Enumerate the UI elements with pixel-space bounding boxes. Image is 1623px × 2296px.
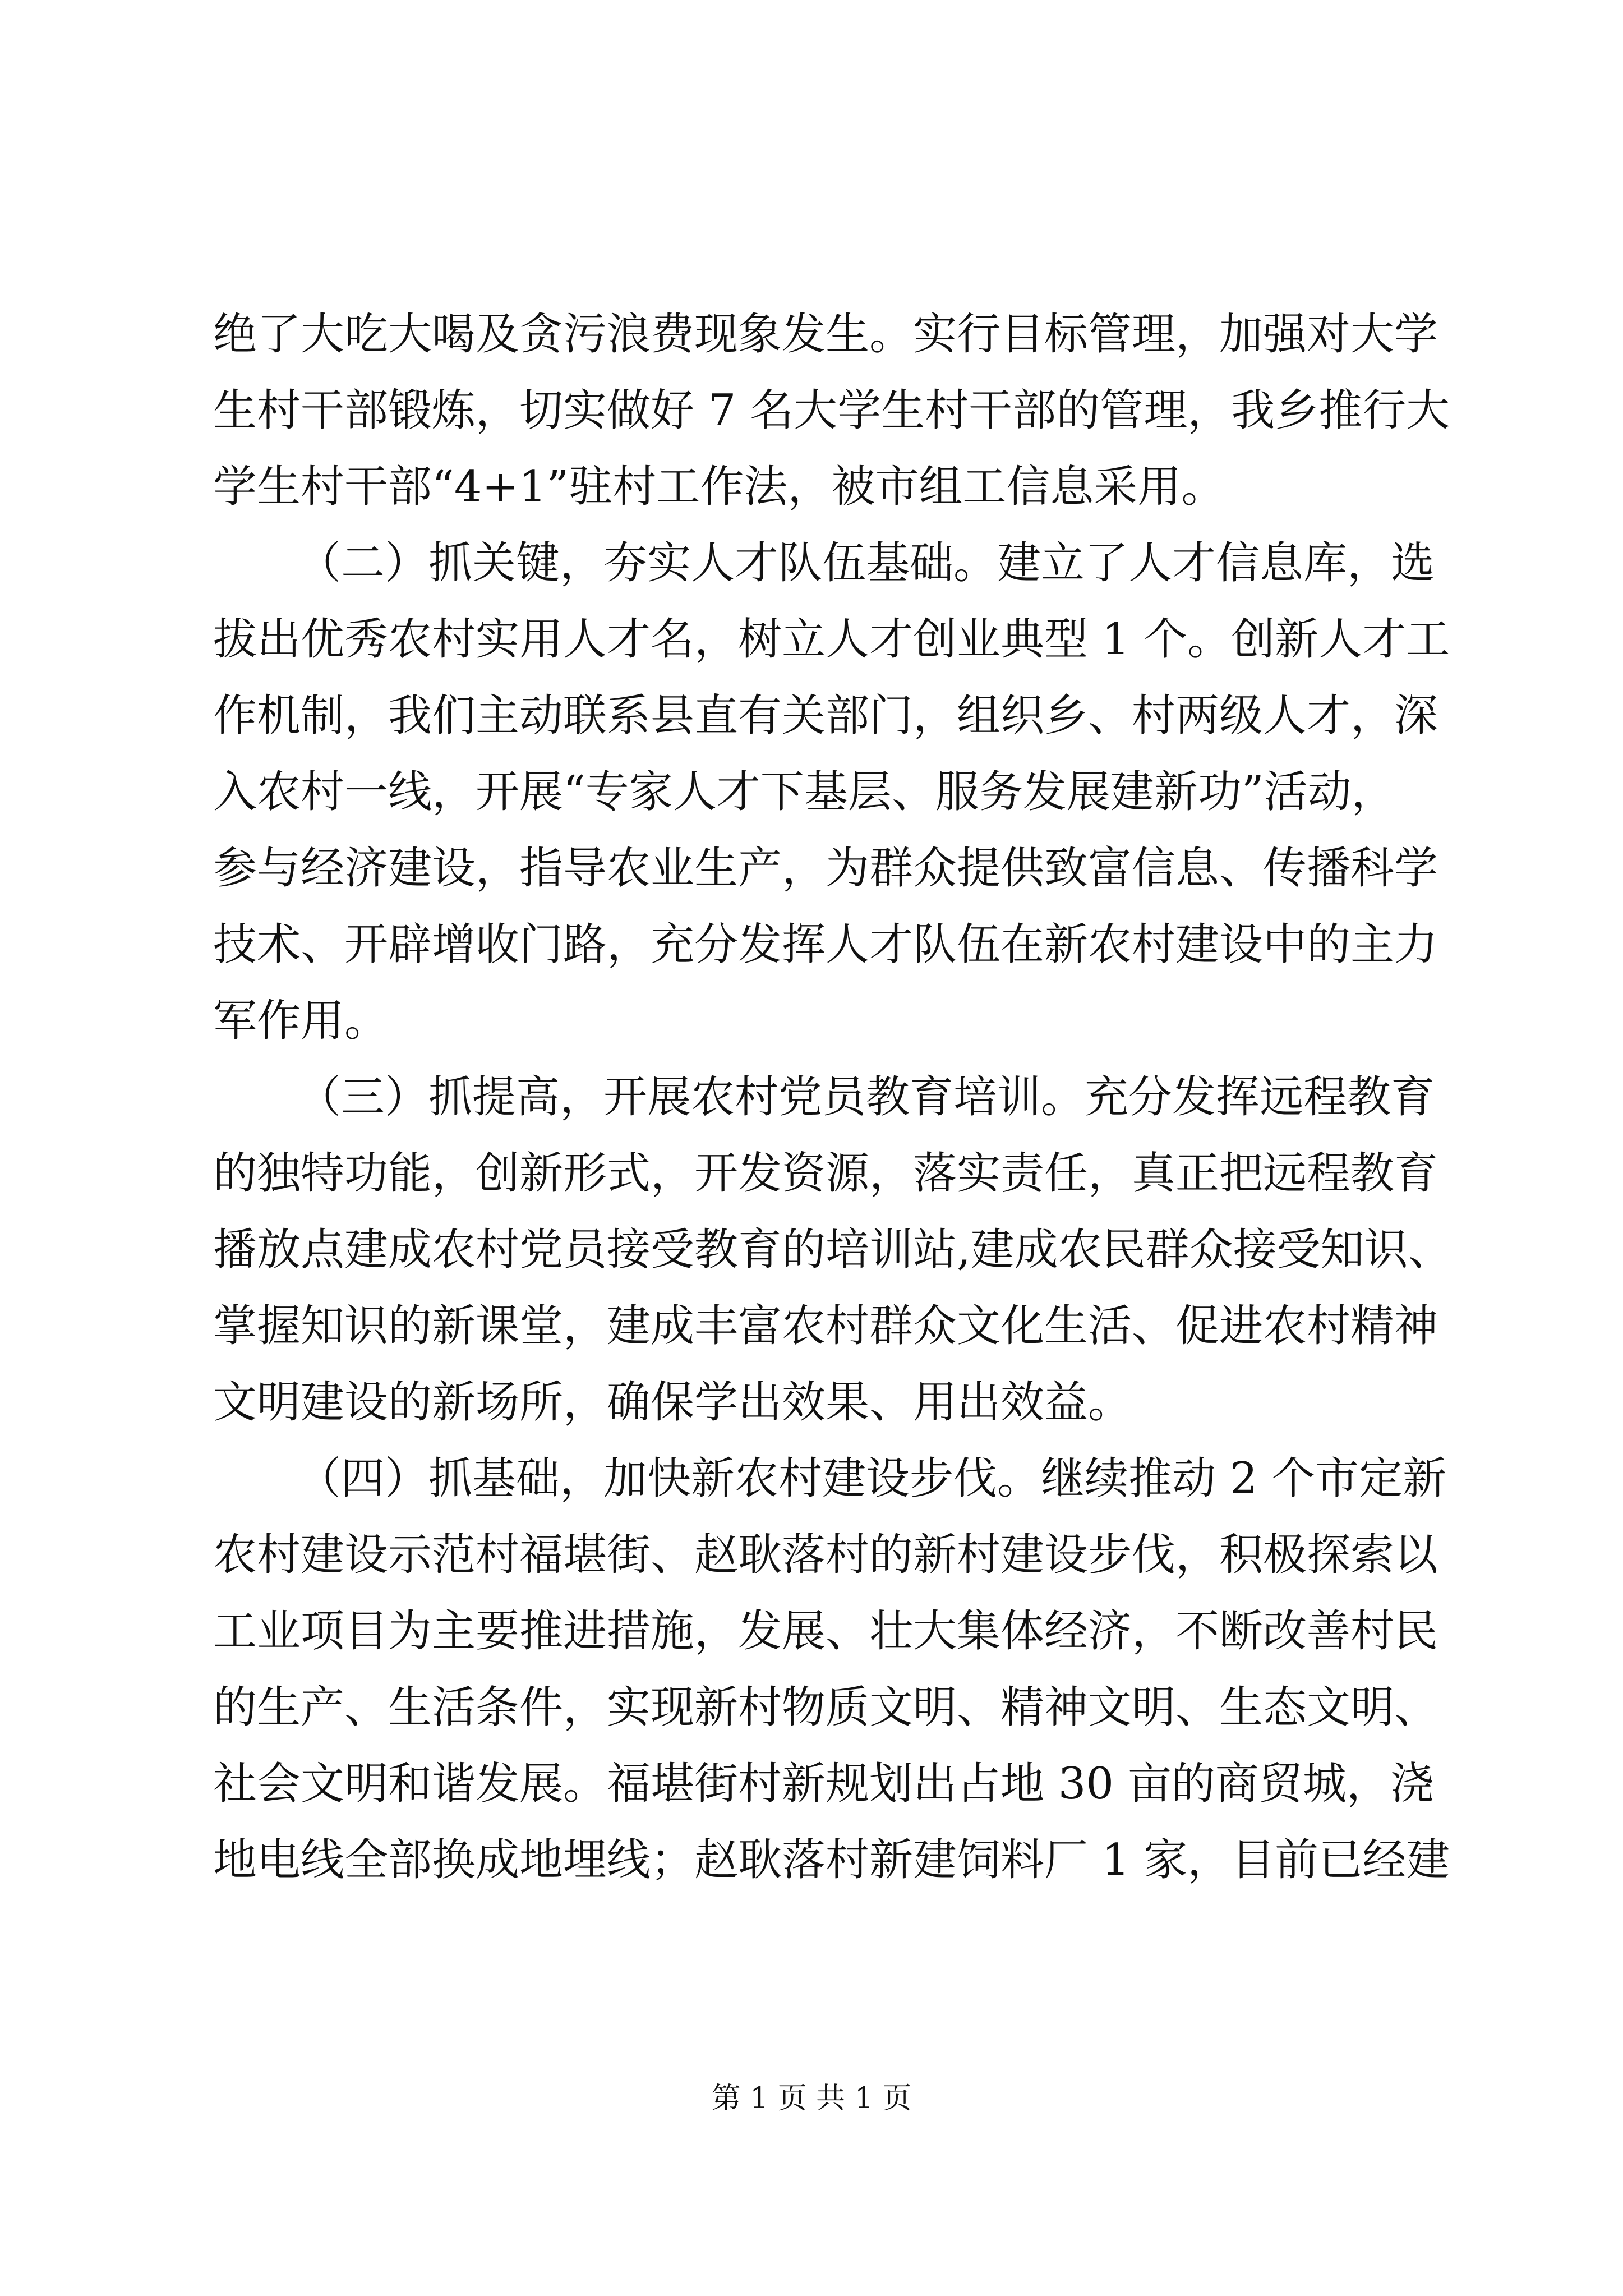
text-line: 作机制，我们主动联系县直有关部门，组织乡、村两级人才，深 — [213, 691, 1438, 741]
text-line: 社会文明和谐发展。福堪街村新规划出占地 30 亩的商贸城，浇 — [213, 1759, 1434, 1809]
text-line: 军作用。 — [213, 996, 389, 1046]
text-line: 工业项目为主要推进措施，发展、壮大集体经济，不断改善村民 — [213, 1606, 1438, 1657]
paragraph-4-start: （四）抓基础，加快新农村建设步伐。继续推动 2 个市定新 — [297, 1453, 1447, 1504]
text-line: 文明建设的新场所，确保学出效果、用出效益。 — [213, 1377, 1132, 1428]
text-line: 的生产、生活条件，实现新村物质文明、精神文明、生态文明、 — [213, 1682, 1438, 1733]
page-footer: 第 1 页 共 1 页 — [711, 2082, 912, 2115]
text-line: 的独特功能，创新形式，开发资源，落实责任，真正把远程教育 — [213, 1148, 1438, 1199]
text-line: 掌握知识的新课堂，建成丰富农村群众文化生活、促进农村精神 — [213, 1301, 1438, 1351]
text-line: 拔出优秀农村实用人才名，树立人才创业典型 1 个。创新人才工 — [213, 614, 1450, 665]
paragraph-3-start: （三）抓提高，开展农村党员教育培训。充分发挥远程教育 — [297, 1072, 1435, 1122]
text-line: 参与经济建设，指导农业生产，为群众提供致富信息、传播科学 — [213, 843, 1438, 894]
text-line: 技术、开辟增收门路，充分发挥人才队伍在新农村建设中的主力 — [213, 919, 1438, 970]
text-line: 入农村一线，开展“专家人才下基层、服务发展建新功”活动， — [213, 767, 1395, 817]
text-line: 学生村干部“4+1”驻村工作法，被市组工信息采用。 — [213, 462, 1225, 512]
text-line: 地电线全部换成地埋线；赵耿落村新建饲料厂 1 家，目前已经建 — [213, 1835, 1450, 1885]
text-line: 播放点建成农村党员接受教育的培训站,建成农民群众接受知识、 — [213, 1225, 1452, 1275]
text-line: 绝了大吃大喝及贪污浪费现象发生。实行目标管理，加强对大学 — [213, 309, 1438, 360]
text-line: 生村干部锻炼，切实做好 7 名大学生村干部的管理，我乡推行大 — [213, 385, 1450, 436]
text-line: 农村建设示范村福堪街、赵耿落村的新村建设步伐，积极探索以 — [213, 1530, 1438, 1580]
paragraph-2-start: （二）抓关键，夯实人才队伍基础。建立了人才信息库，选 — [297, 538, 1435, 588]
